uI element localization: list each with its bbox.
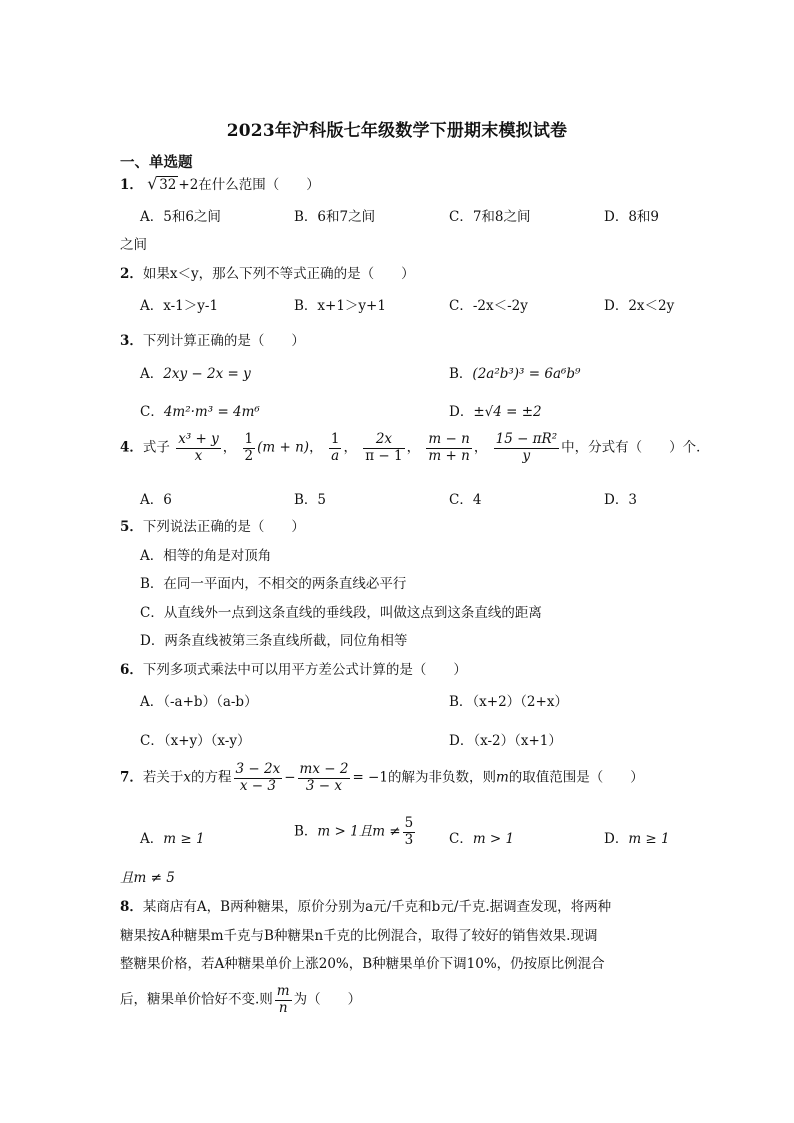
q6-option-a[interactable]: A．（-a+b）（a-b） [140, 694, 258, 710]
option-letter: A． [140, 366, 164, 382]
variable-x: x [183, 769, 192, 786]
fraction-3 [329, 432, 342, 464]
question-6-text: 下列多项式乘法中可以用平方差公式计算的是（ ） [142, 662, 467, 678]
question-number: 8． [120, 899, 143, 915]
option-letter: A． [140, 831, 164, 847]
option-letter: C． [140, 404, 164, 420]
fraction-6 [494, 432, 560, 464]
q3-option-b[interactable] [449, 362, 580, 382]
question-2-text: 如果x＜y，那么下列不等式正确的是（ ） [142, 266, 415, 282]
q4-option-b[interactable]: B．5 [294, 492, 327, 508]
q4-option-a[interactable]: A．6 [140, 492, 172, 508]
q1-option-d[interactable]: D．8和9 [604, 209, 660, 225]
q1-option-b[interactable]: B．6和7之间 [294, 209, 376, 225]
denominator: π − 1 [365, 447, 403, 464]
option-expression: m ≥ 1 [628, 831, 670, 847]
option-letter: C． [449, 831, 473, 847]
option-fraction [403, 816, 416, 848]
denominator: a [331, 447, 340, 464]
q2-option-d[interactable]: D．2x＜2y [604, 298, 675, 314]
question-number: 5． [120, 519, 143, 535]
numerator: mx − 2 [299, 761, 349, 777]
fraction-2-tail: (m + n) [257, 439, 310, 456]
q1-option-c[interactable]: C．7和8之间 [449, 209, 531, 225]
option-expression: m > 1且m ≠ [317, 823, 401, 840]
option-letter: B． [449, 366, 473, 382]
question-7-post2: 的取值范围是（ ） [508, 769, 644, 786]
denominator: 2 [244, 447, 254, 464]
question-number: 3． [120, 333, 143, 349]
q4-option-d[interactable]: D．3 [604, 492, 637, 508]
question-number: 1． [120, 177, 143, 193]
question-number: 6． [120, 662, 143, 678]
fraction-5 [426, 432, 471, 464]
denominator: 3 − x [305, 777, 343, 794]
option-letter: D． [449, 404, 474, 420]
option-expression: 2xy − 2x = y [163, 366, 251, 382]
option-expression: (2a²b³)³ = 6a⁶b⁹ [472, 366, 581, 382]
numerator: 15 − πR² [495, 431, 558, 447]
fraction-m-over-n [275, 984, 292, 1016]
option-expression: m ≥ 1 [163, 831, 205, 847]
option-expression: 且m ≠ 5 [120, 870, 175, 886]
question-3-stem [120, 329, 305, 349]
denominator: n [278, 999, 288, 1016]
fraction-2 [298, 762, 351, 794]
numerator: 1 [244, 431, 254, 447]
numerator: 3 − 2x [235, 761, 281, 777]
question-7-pre: 若关于 [142, 769, 184, 786]
page-title: 2023年沪科版七年级数学下册期末模拟试卷 [226, 121, 568, 141]
q2-option-a[interactable]: A．x-1＞y-1 [140, 298, 219, 314]
question-8-line-3: 整糖果价格，若A种糖果单价上涨20%，B种糖果单价下调10%，仍按原比例混合 [120, 956, 605, 972]
question-1-text: +2在什么范围（ ） [178, 177, 320, 193]
option-expression: ±√4 = ±2 [473, 404, 542, 420]
variable-m: m [495, 769, 509, 786]
question-8-line-4-pre: 后，糖果单价恰好不变.则 [120, 991, 273, 1008]
question-4-stem: 4．式子 $\frac{\text{x³ + y}}{x}$ ， $\frac{1}{2}$ (m + n)， $\frac{1}{a}$ ， $\frac{2x}{\pi - 1}$ ， $\frac{m - n}{m + n}$ ， $\frac{\text{15 − πR²}}{y}$ 中，分式有（ ）个． [120, 431, 710, 464]
question-3-text: 下列计算正确的是（ ） [142, 333, 305, 349]
fraction-2 [243, 432, 256, 464]
q1-option-a[interactable]: A．5和6之间 [140, 209, 221, 225]
question-4-post: 中，分式有（ ）个． [561, 439, 710, 456]
question-4-pre: 式子 [142, 439, 170, 456]
q7-option-d-wrap [120, 866, 175, 886]
option-letter: D． [604, 831, 629, 847]
question-8-line-4-post: 为（ ） [293, 991, 362, 1008]
question-1-stem [120, 173, 320, 193]
question-6-stem [120, 658, 467, 678]
fraction-1 [176, 432, 221, 464]
denominator: m + n [428, 447, 470, 464]
section-heading: 一、单选题 [120, 154, 193, 171]
q7-option-b[interactable] [294, 816, 417, 848]
minus-sign: − [284, 769, 296, 786]
q3-option-d[interactable] [449, 400, 542, 420]
option-letter: B． [294, 823, 318, 840]
denominator: y [522, 447, 531, 464]
q6-option-b[interactable]: B．（x+2）（2+x） [449, 694, 568, 710]
radicand: 32 [159, 177, 177, 193]
denominator: x [194, 447, 203, 464]
question-5-text: 下列说法正确的是（ ） [142, 519, 305, 535]
q5-option-d[interactable]: D．两条直线被第三条直线所截，同位角相等 [140, 633, 408, 649]
question-7-mid: 的方程 [191, 769, 232, 786]
question-2-stem [120, 262, 415, 282]
question-8-text: 某商店有A，B两种糖果，原价分别为a元/千克和b元/千克.据调查发现，将两种 [142, 899, 612, 915]
question-number: 7． [120, 769, 143, 786]
q3-option-c[interactable] [140, 400, 260, 420]
numerator: 2x [375, 431, 393, 447]
q6-option-c[interactable]: C．（x+y）（x-y） [140, 733, 251, 749]
question-8-line-4 [120, 984, 361, 1016]
question-7-post: 的解为非负数，则 [387, 769, 496, 786]
question-number: 4． [120, 439, 143, 456]
q2-option-b[interactable]: B．x+1＞y+1 [294, 298, 386, 314]
q5-option-c[interactable]: C．从直线外一点到这条直线的垂线段，叫做这点到这条直线的距离 [140, 605, 542, 621]
numerator: x³ + y [178, 431, 219, 447]
q7-option-d[interactable] [604, 827, 670, 847]
q4-option-c[interactable]: C．4 [449, 492, 482, 508]
question-8-line-2: 糖果按A种糖果m千克与B种糖果n千克的比例混合，取得了较好的销售效果.现调 [120, 928, 598, 944]
q1-option-d-wrap: 之间 [120, 237, 147, 253]
denominator: 3 [404, 831, 414, 848]
fraction-1 [234, 762, 283, 794]
denominator: x − 3 [239, 777, 276, 794]
question-5-stem [120, 515, 305, 535]
q7-option-c[interactable] [449, 827, 514, 847]
q5-option-a[interactable]: A．相等的角是对顶角 [140, 548, 272, 564]
q3-option-a[interactable] [140, 362, 251, 382]
q2-option-c[interactable]: C．-2x＜-2y [449, 298, 528, 314]
option-expression: m > 1 [472, 831, 515, 847]
equation-rhs: = −1 [352, 769, 388, 786]
fraction-4 [363, 432, 404, 464]
q5-option-b[interactable]: B．在同一平面内，不相交的两条直线必平行 [140, 576, 407, 592]
numerator: 5 [404, 815, 414, 831]
question-7-stem [120, 762, 644, 794]
q6-option-d[interactable]: D．（x-2）（x+1） [449, 733, 562, 749]
question-number: 2． [120, 266, 143, 282]
numerator: m [276, 983, 290, 999]
question-8-line-1 [120, 895, 611, 915]
sqrt-expression: √ 32 [147, 174, 177, 193]
numerator: m − n [428, 431, 470, 447]
option-expression: 4m²·m³ = 4m⁶ [163, 404, 260, 420]
numerator: 1 [330, 431, 340, 447]
q7-option-a[interactable] [140, 827, 205, 847]
